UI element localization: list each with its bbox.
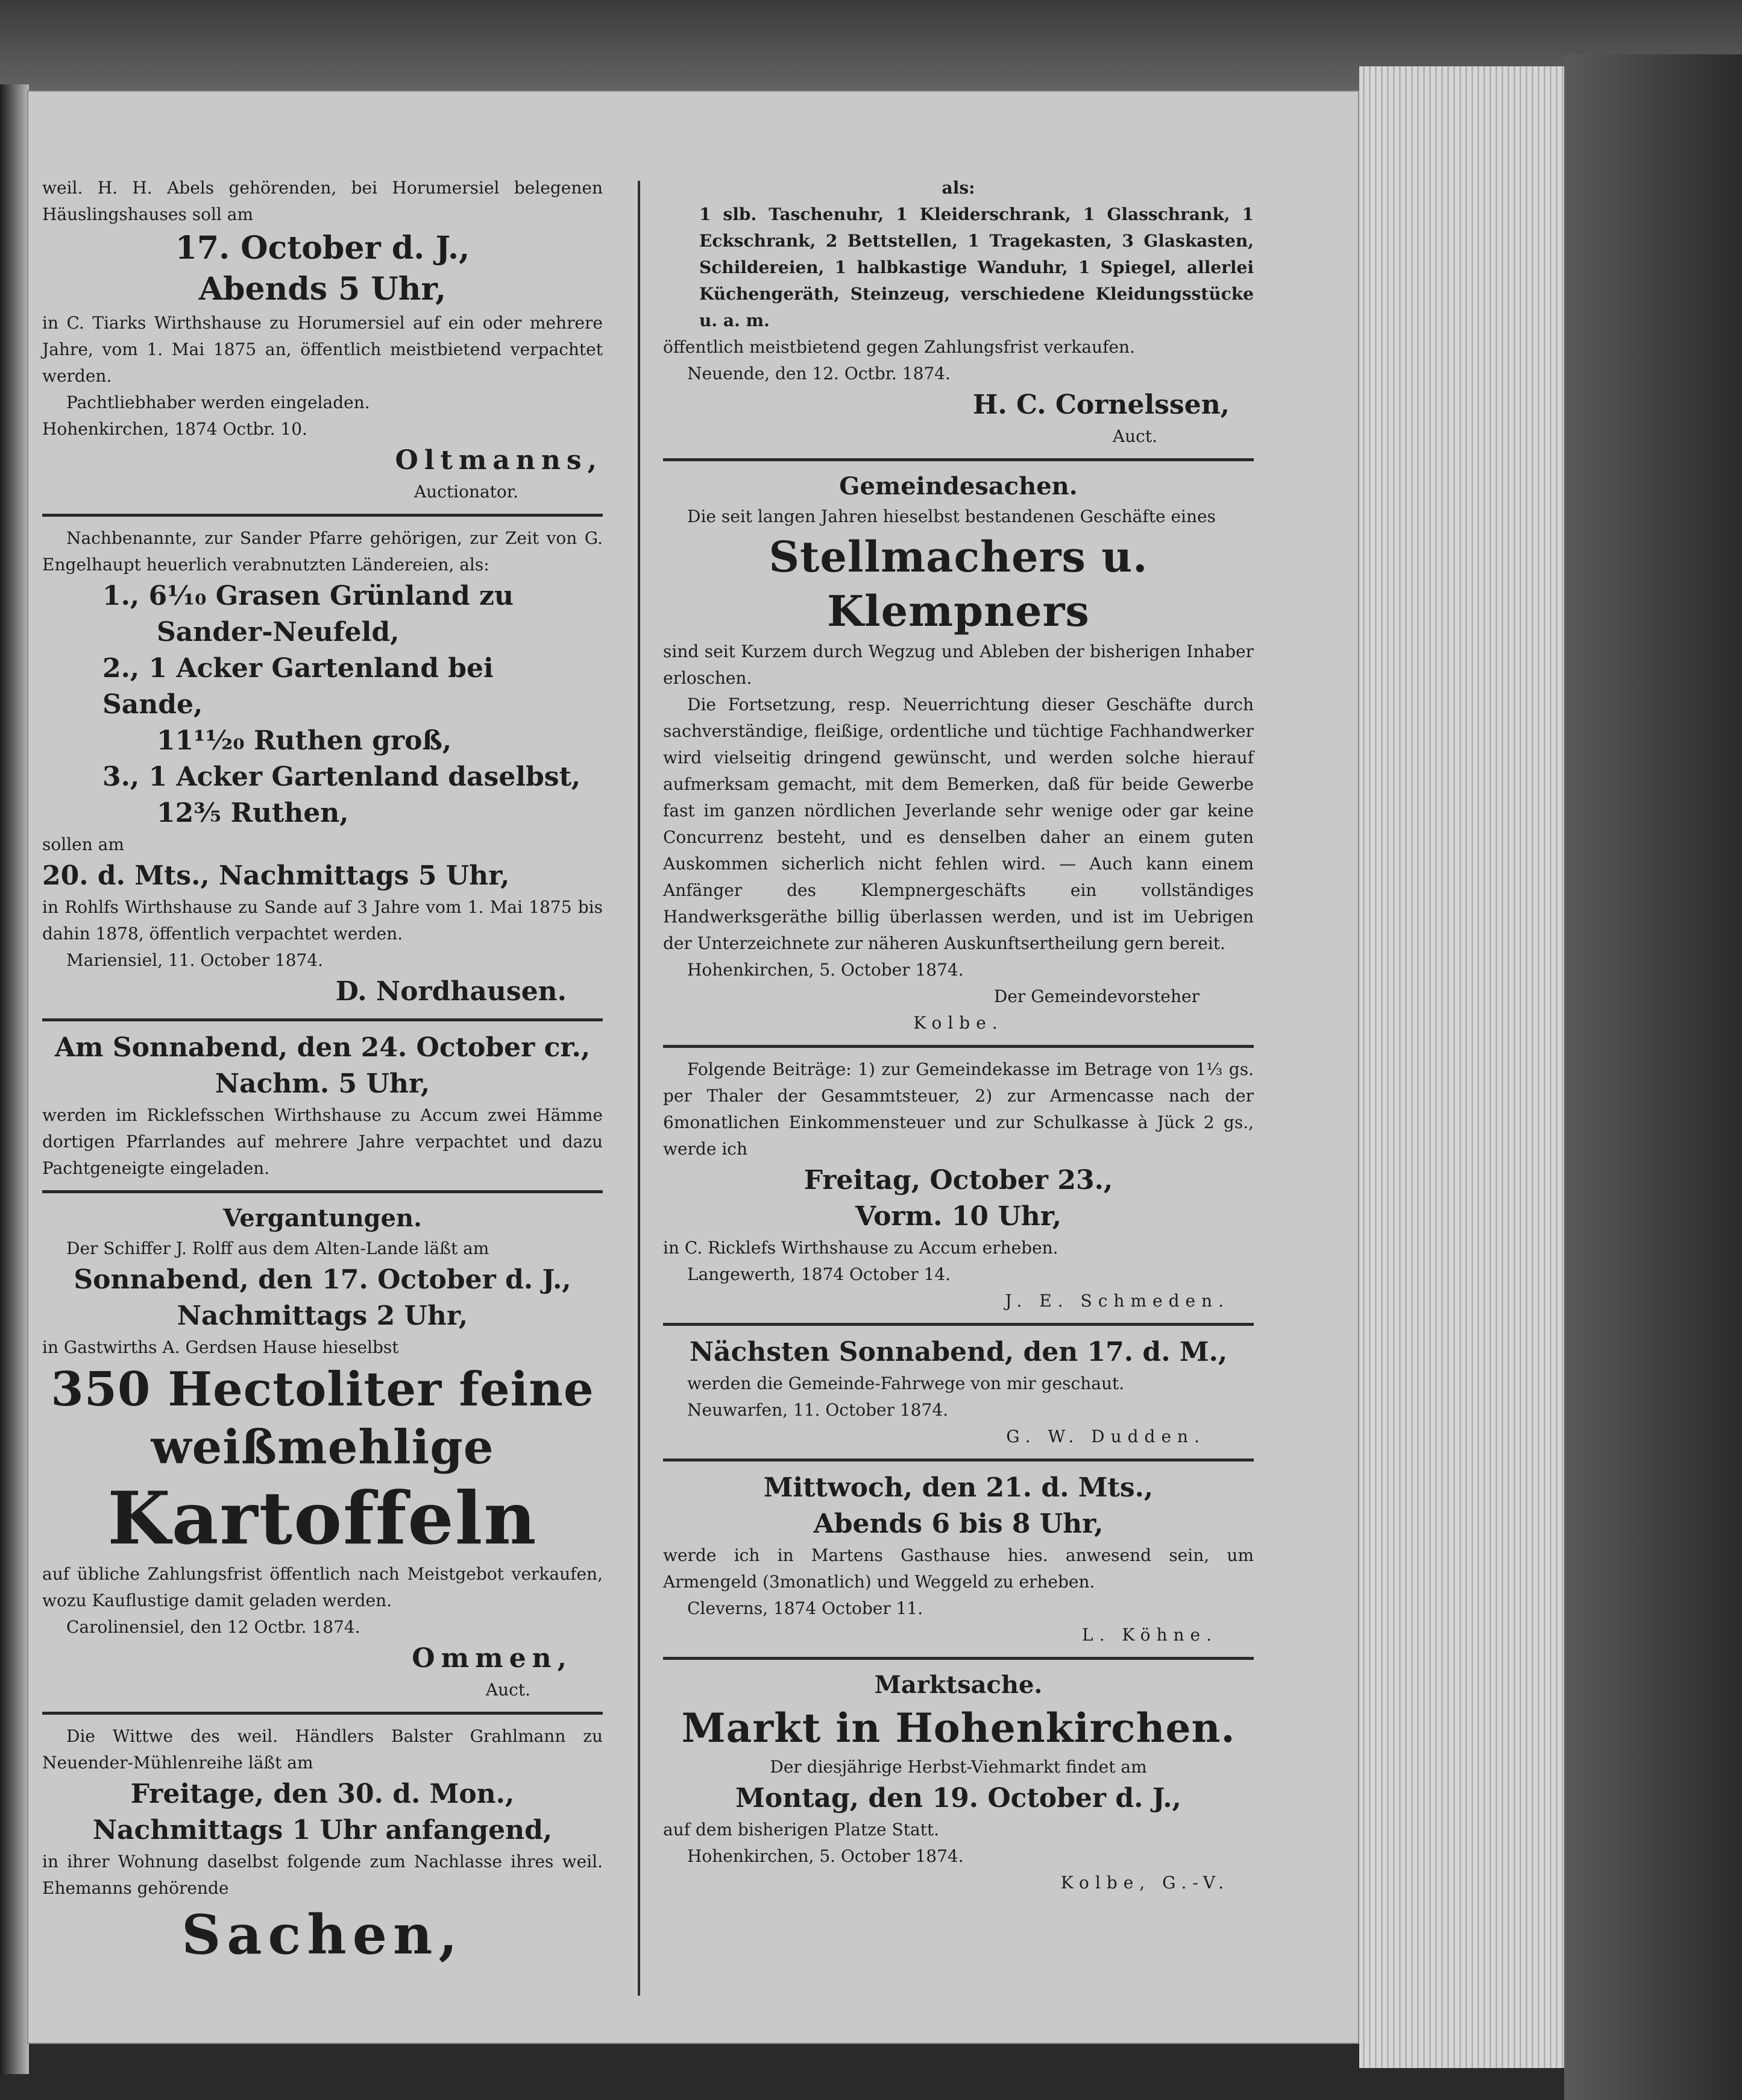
ad-place-line: in Gastwirths A. Gerdsen Hause hieselbst	[42, 1337, 399, 1357]
ad-time: Nachmittags 2 Uhr,	[177, 1301, 468, 1331]
separator	[42, 1018, 603, 1021]
ad-invite: Pachtliebhaber werden eingeladen.	[66, 393, 370, 412]
ad-intro: Der diesjährige Herbst-Viehmarkt findet am	[770, 1757, 1147, 1777]
ad-grahlmann-nachlass	[42, 1723, 603, 1968]
ad-item: 11¹¹⁄₂₀ Ruthen groß,	[157, 725, 452, 756]
ad-body: in C. Ricklefs Wirthshause zu Accum erheben.	[663, 1238, 1058, 1258]
ad-date: Am Sonnabend, den 24. October cr.,	[54, 1032, 591, 1063]
ad-item: 3., 1 Acker Gartenland daselbst,	[102, 761, 581, 792]
ad-place-date: Hohenkirchen, 5. October 1874.	[687, 1846, 964, 1866]
ad-signature: J. E. Schmeden.	[1005, 1291, 1230, 1311]
ad-signature: Oltmanns,	[395, 445, 603, 476]
separator	[663, 458, 1254, 461]
ad-role: Auct.	[485, 1680, 530, 1700]
ad-big-text: Markt in Hohenkirchen.	[681, 1704, 1236, 1752]
ad-big-text: Sachen,	[181, 1903, 464, 1967]
ad-time: Nachm. 5 Uhr,	[215, 1068, 430, 1099]
ad-body: werde ich in Martens Gasthause hies. anwesend sein, um Armengeld (3monatlich) und Weggeld zu erheben.	[663, 1545, 1254, 1592]
ad-item-list: 1 slb. Taschenuhr, 1 Kleiderschrank, 1 Glasschrank, 1 Eckschrank, 2 Bettstellen, 1 Tragekasten, 3 Glaskasten, Schildereien, 1 halbkastige Wanduhr, 1 Spiegel, allerlei Küchengeräth, Steinzeug, verschiedene Kleidungsstücke u. a. m.	[699, 204, 1254, 330]
ad-signature: G. W. Dudden.	[1006, 1427, 1206, 1446]
ad-big-text: Stellmachers u. Klempners	[769, 532, 1148, 636]
facing-page-edge	[0, 84, 29, 2074]
column-divider	[638, 181, 640, 1996]
ad-body: Die Fortsetzung, resp. Neuerrichtung dieser Geschäfte durch sachverständige, fleißige, ordentliche und tüchtige Fachhandwerker wird vielseitig dringend gewünscht, und werden solche hierauf aufmerksam gemacht, mit dem Bemerken, daß für beide Gewerbe fast im ganzen nördlichen Jeverlande sehr wenige oder gar keine Concurrenz besteht, und es denselben daher an einem guten Auskommen sicherlich nicht fehlen wird. — Auch kann einem Anfänger des Klempnergeschäfts ein vollständiges Handwerksgeräthe billig überlassen werden, und ist im Uebrigen der Unterzeichnete zur näheren Auskunftsertheilung gern bereit.	[663, 695, 1254, 953]
ad-date: Freitage, den 30. d. Mon.,	[130, 1779, 515, 1809]
ad-place-date: Cleverns, 1874 October 11.	[687, 1598, 923, 1618]
ad-item: 1., 6¹⁄₁₀ Grasen Grünland zu	[102, 581, 514, 611]
ad-accum-pfarrland	[42, 1030, 603, 1182]
separator	[42, 1190, 603, 1193]
ad-date: 17. October d. J.,	[175, 230, 470, 266]
ad-item: 2., 1 Acker Gartenland bei Sande,	[102, 653, 494, 720]
ad-date: Montag, den 19. October d. J.,	[735, 1783, 1181, 1814]
ad-vergantungen	[42, 1202, 603, 1703]
ad-role: Auctionator.	[413, 482, 518, 502]
ad-role: Der Gemeindevorsteher	[993, 986, 1200, 1006]
ad-item: Sander-Neufeld,	[157, 617, 400, 648]
ad-place-date: Hohenkirchen, 5. October 1874.	[687, 960, 964, 980]
ad-armengeld	[663, 1470, 1254, 1648]
ad-marktsache	[663, 1668, 1254, 1896]
ad-signature: H. C. Cornelssen,	[972, 389, 1230, 420]
ad-big-text: Kartoffeln	[107, 1476, 538, 1561]
ad-date: Mittwoch, den 21. d. Mts.,	[763, 1472, 1154, 1503]
ad-fahrwege	[663, 1334, 1254, 1450]
ad-beitraege	[663, 1056, 1254, 1314]
ad-sande-pfarre	[42, 525, 603, 1010]
ad-body: auf dem bisherigen Platze Statt.	[663, 1820, 940, 1840]
ad-body: in C. Tiarks Wirthshause zu Horumersiel auf ein oder mehrere Jahre, vom 1. Mai 1875 an, öffentlich meistbietend verpachtet werden.	[42, 313, 603, 386]
separator	[663, 1323, 1254, 1326]
right-column	[663, 175, 1254, 1896]
ad-date: Freitag, October 23.,	[803, 1165, 1113, 1196]
ad-signature: Ommen,	[412, 1643, 573, 1674]
separator	[663, 1458, 1254, 1461]
ad-date: Nächsten Sonnabend, den 17. d. M.,	[689, 1337, 1228, 1367]
ad-body: werden die Gemeinde-Fahrwege von mir geschaut.	[687, 1373, 1125, 1393]
separator	[42, 514, 603, 517]
section-heading: Gemeindesachen.	[839, 472, 1078, 500]
ad-place-date: Neuwarfen, 11. October 1874.	[687, 1400, 949, 1420]
ad-big-text: weißmehlige	[151, 1420, 494, 1475]
separator	[42, 1712, 603, 1715]
section-heading: Vergantungen.	[223, 1204, 422, 1232]
ad-big-text: 350 Hectoliter feine	[51, 1362, 594, 1417]
ad-body: öffentlich meistbietend gegen Zahlungsfrist verkaufen.	[663, 337, 1135, 357]
ad-time: Abends 5 Uhr,	[198, 271, 447, 307]
ad-intro: Die seit langen Jahren hieselbst bestandenen Geschäfte eines	[687, 506, 1216, 526]
ad-place-date: Langewerth, 1874 October 14.	[687, 1264, 951, 1284]
page-stack-edge	[1359, 66, 1564, 2068]
left-column	[42, 175, 603, 1968]
ad-als: als:	[942, 178, 975, 198]
ad-signature: L. Köhne.	[1082, 1625, 1218, 1645]
ad-place-date: Mariensiel, 11. October 1874.	[66, 950, 324, 970]
ad-body: in ihrer Wohnung daselbst folgende zum Nachlasse ihres weil. Ehemanns gehörende	[42, 1852, 603, 1898]
ad-cornelssen	[663, 175, 1254, 450]
ad-signature: D. Nordhausen.	[335, 976, 567, 1007]
ad-time: Abends 6 bis 8 Uhr,	[813, 1509, 1104, 1539]
ad-intro: Die Wittwe des weil. Händlers Balster Grahlmann zu Neuender-Mühlenreihe läßt am	[42, 1726, 603, 1773]
ad-place-date: Hohenkirchen, 1874 Octbr. 10.	[42, 419, 307, 439]
ad-item: 12³⁄₅ Ruthen,	[157, 798, 349, 828]
ad-pre: sollen am	[42, 834, 124, 854]
ad-place-date: Neuende, den 12. Octbr. 1874.	[687, 364, 951, 383]
ad-time: Vorm. 10 Uhr,	[855, 1201, 1062, 1232]
ad-signature: Kolbe, G.-V.	[1060, 1873, 1230, 1893]
separator	[663, 1657, 1254, 1660]
ad-body: werden im Ricklefsschen Wirthshause zu Accum zwei Hämme dortigen Pfarrlandes auf mehrere Jahre verpachtet und dazu Pachtgeneigte eingeladen.	[42, 1105, 603, 1178]
ad-role: Auct.	[1112, 426, 1157, 446]
ad-signature: Kolbe.	[913, 1013, 1004, 1033]
book-shadow	[1564, 54, 1742, 2100]
ad-body: in Rohlfs Wirthshause zu Sande auf 3 Jahre vom 1. Mai 1875 bis dahin 1878, öffentlich verpachtet werden.	[42, 897, 603, 944]
ad-date: Sonnabend, den 17. October d. J.,	[74, 1264, 571, 1295]
ad-gemeindesachen	[663, 470, 1254, 1036]
ad-place-date: Carolinensiel, den 12 Octbr. 1874.	[66, 1617, 360, 1637]
ad-intro: Nachbenannte, zur Sander Pfarre gehörigen, zur Zeit von G. Engelhaupt heuerlich verabnutzten Ländereien, als:	[42, 528, 603, 575]
separator	[663, 1045, 1254, 1048]
section-heading: Marktsache.	[874, 1671, 1043, 1699]
ad-time: Nachmittags 1 Uhr anfangend,	[92, 1815, 553, 1846]
ad-date: 20. d. Mts., Nachmittags 5 Uhr,	[42, 860, 510, 891]
ad-body: sind seit Kurzem durch Wegzug und Ableben der bisherigen Inhaber erloschen.	[663, 642, 1254, 688]
ad-body: auf übliche Zahlungsfrist öffentlich nach Meistgebot verkaufen, wozu Kauflustige damit geladen werden.	[42, 1564, 603, 1610]
ad-intro: Der Schiffer J. Rolff aus dem Alten-Lande läßt am	[66, 1238, 489, 1258]
ad-body: Folgende Beiträge: 1) zur Gemeindekasse im Betrage von 1¹⁄₃ gs. per Thaler der Gesammtsteuer, 2) zur Armencasse nach der 6monatlichen Einkommensteuer und zur Schulkasse à Jück 2 gs., werde ich	[663, 1059, 1254, 1159]
ad-horumersiel	[42, 175, 603, 505]
ad-intro: weil. H. H. Abels gehörenden, bei Horumersiel belegenen Häuslingshauses soll am	[42, 178, 603, 224]
